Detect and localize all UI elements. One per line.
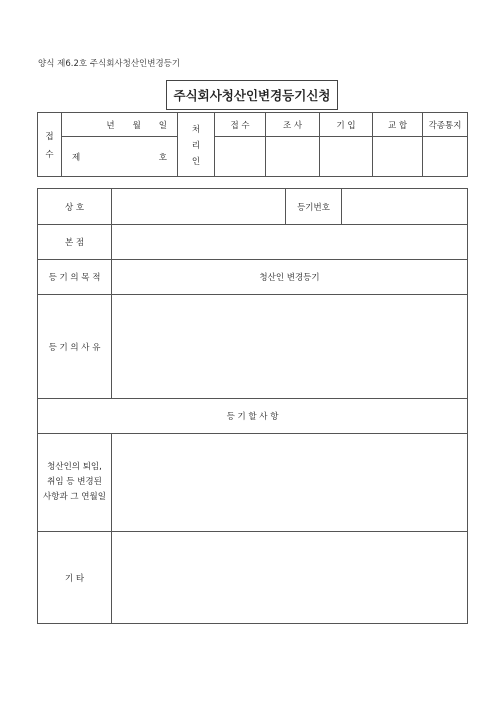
trade-name-field[interactable]	[112, 189, 286, 225]
notice-sign-cell[interactable]	[423, 137, 468, 177]
process-label-2: 리	[191, 140, 201, 151]
other-field[interactable]	[112, 532, 468, 624]
col-header-verify: 교 합	[373, 113, 423, 137]
purpose-label: 등 기 의 목 적	[38, 260, 112, 295]
date-year-label: 년	[106, 120, 115, 131]
change-label	[38, 434, 112, 532]
receipt-label-1: 접	[45, 131, 54, 142]
number-prefix-label: 제	[72, 152, 81, 163]
application-table	[37, 188, 468, 624]
change-label-line-3: 사항과 그 연월일	[43, 492, 106, 502]
entry-sign-cell[interactable]	[320, 137, 373, 177]
receipt-sign-cell[interactable]	[215, 137, 266, 177]
registry-no-label: 등기번호	[286, 189, 342, 225]
date-month-label: 월	[132, 120, 141, 131]
process-label-cell	[178, 113, 215, 177]
investigate-sign-cell[interactable]	[266, 137, 320, 177]
matters-header: 등 기 할 사 항	[38, 399, 468, 434]
receipt-label-2: 수	[45, 149, 54, 160]
other-label: 기 타	[38, 532, 112, 624]
head-office-field[interactable]	[112, 225, 468, 260]
process-label-3: 인	[191, 156, 201, 167]
receipt-date-cell[interactable]	[62, 113, 178, 137]
purpose-field[interactable]: 청산인 변경등기	[112, 260, 468, 295]
number-suffix-label: 호	[158, 152, 167, 163]
change-field[interactable]	[112, 434, 468, 532]
process-label-1: 처	[191, 124, 201, 135]
receipt-table	[37, 112, 468, 177]
change-label-line-1: 청산인의 퇴임,	[47, 462, 102, 472]
form-number-label: 양식 제6.2호 주식회사청산인변경등기	[38, 59, 181, 69]
col-header-notice: 각종통지	[423, 113, 468, 137]
change-label-line-2: 취임 등 변경된	[47, 477, 102, 487]
trade-name-label: 상 호	[38, 189, 112, 225]
verify-sign-cell[interactable]	[373, 137, 423, 177]
receipt-number-cell[interactable]	[62, 137, 178, 177]
col-header-receipt: 접 수	[215, 113, 266, 137]
col-header-entry: 기 입	[320, 113, 373, 137]
registry-no-field[interactable]	[342, 189, 468, 225]
cause-label: 등 기 의 사 유	[38, 295, 112, 399]
head-office-label: 본 점	[38, 225, 112, 260]
form-title: 주식회사청산인변경등기신청	[166, 80, 338, 110]
col-header-investigate: 조 사	[266, 113, 320, 137]
receipt-label-cell	[38, 113, 62, 177]
date-day-label: 일	[158, 120, 167, 131]
cause-field[interactable]	[112, 295, 468, 399]
